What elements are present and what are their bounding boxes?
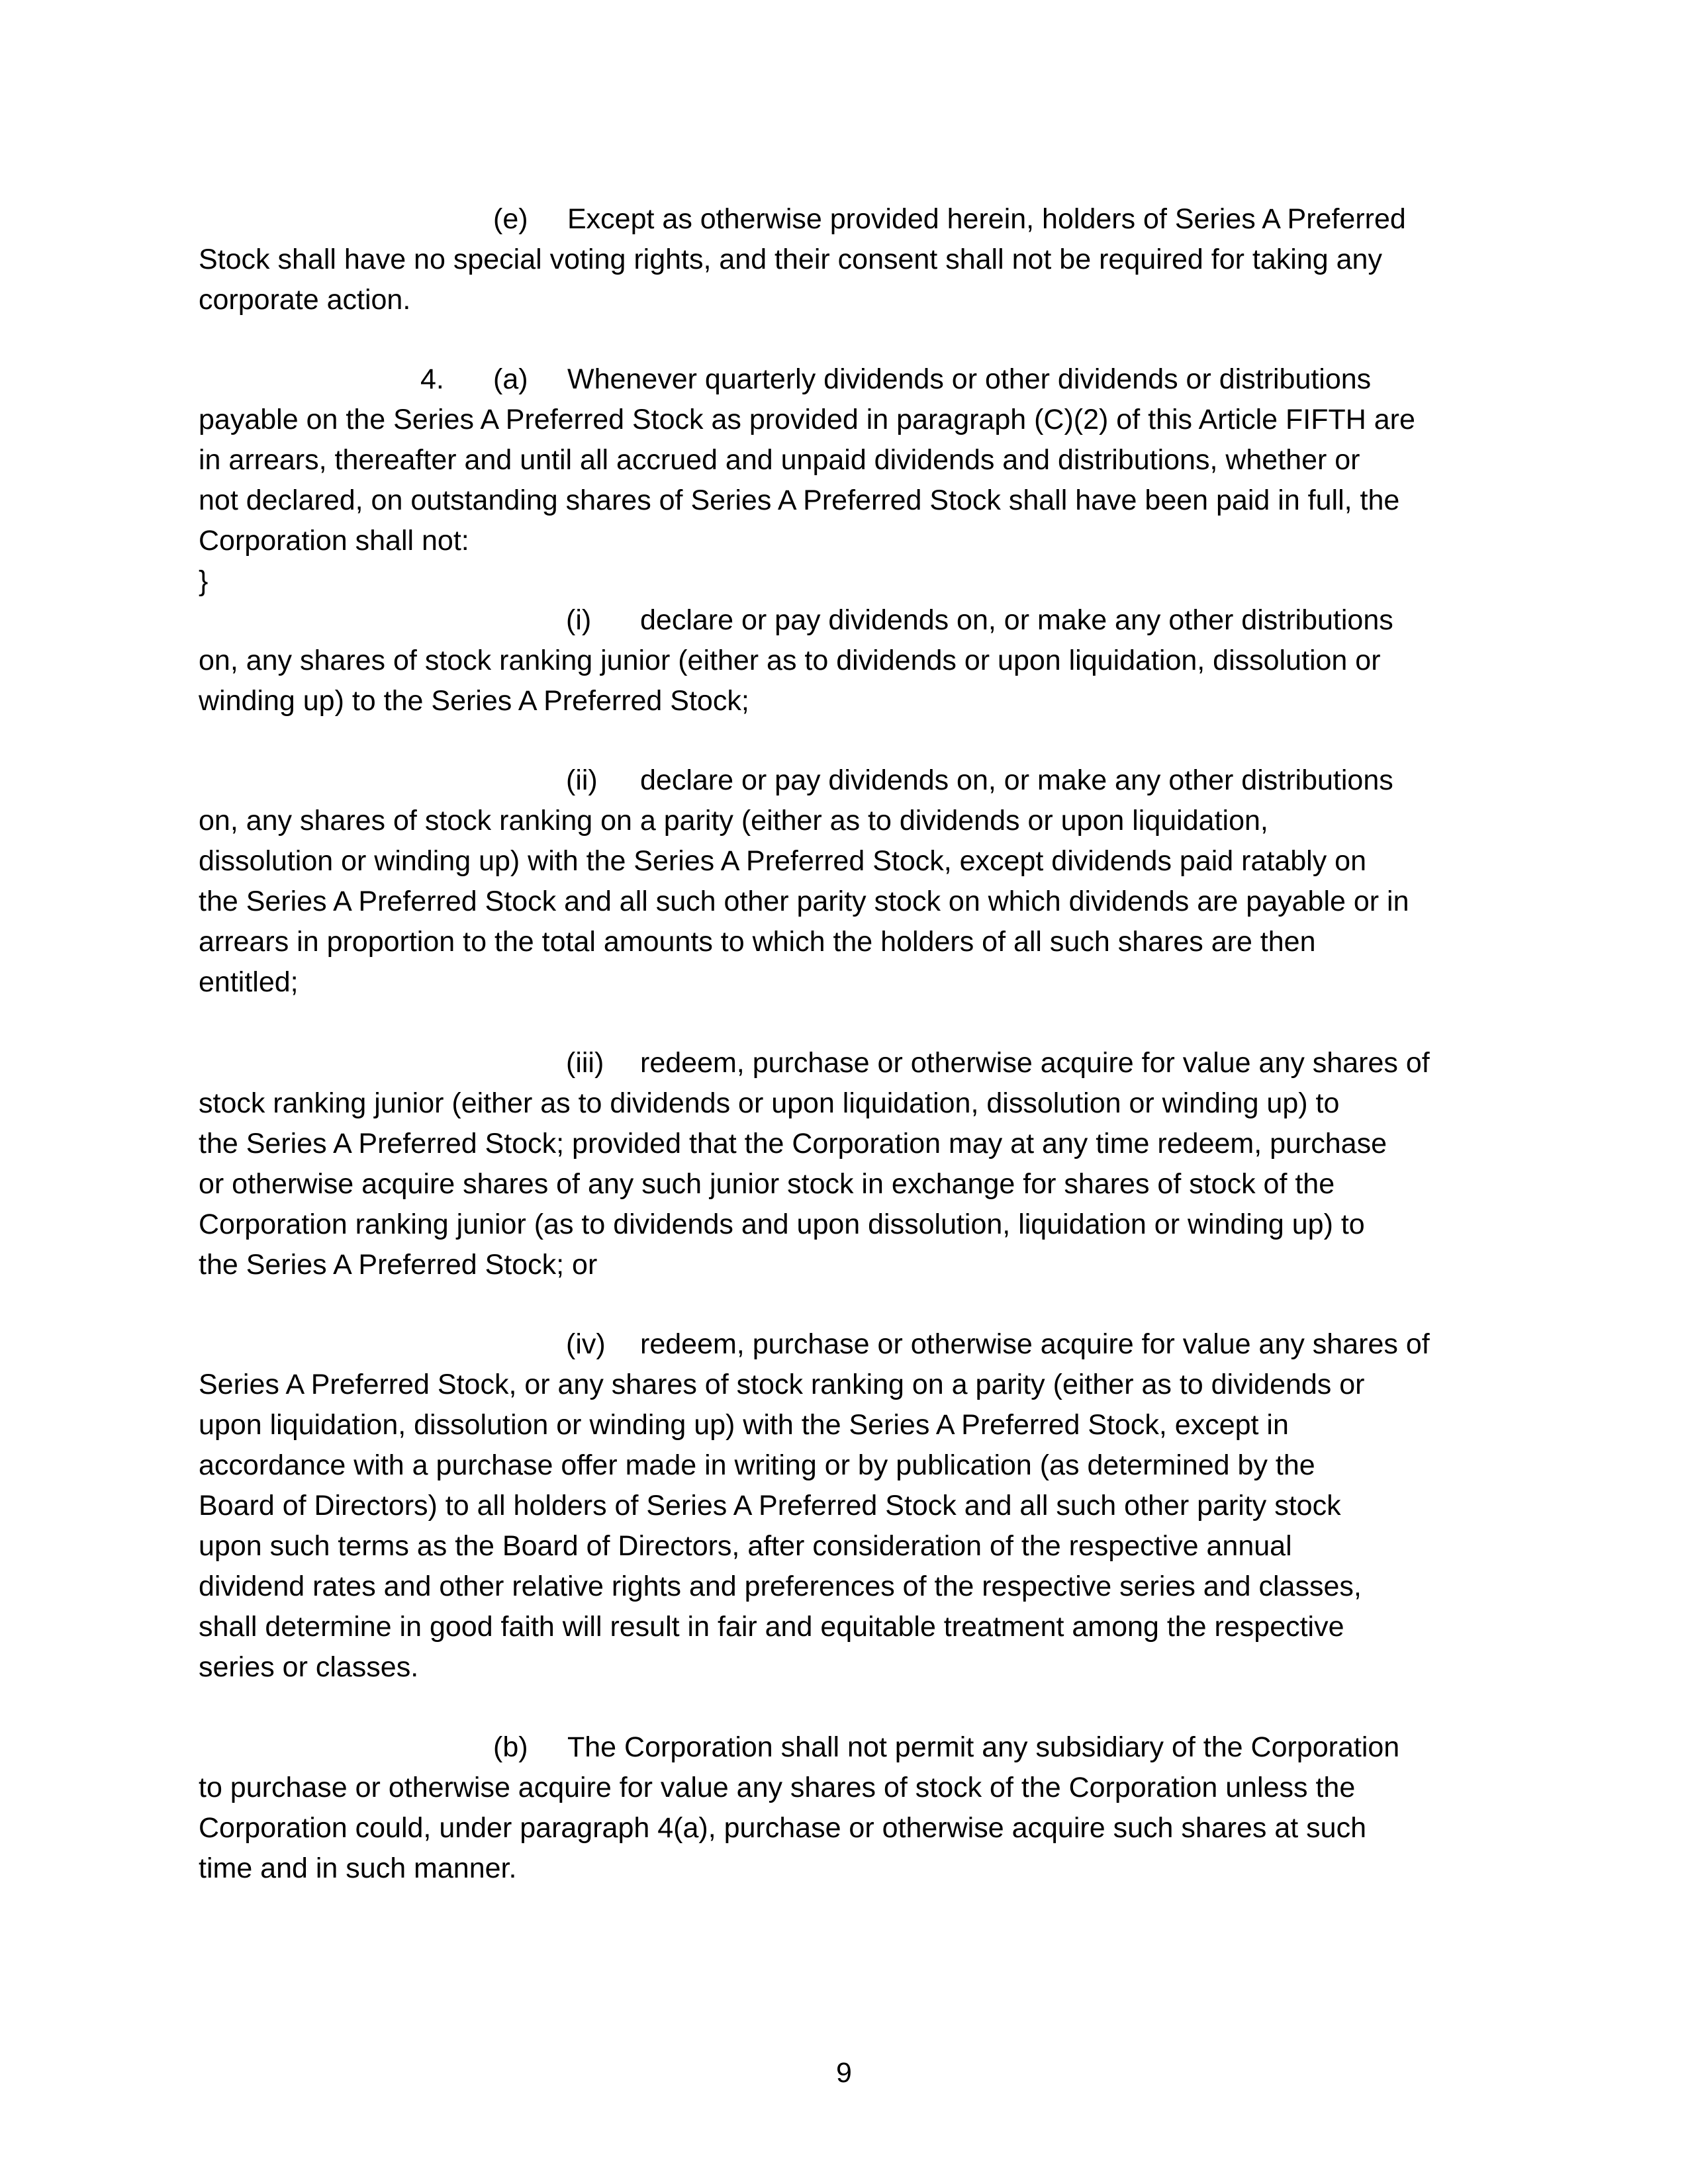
paragraph-4a-iii xyxy=(199,1043,1489,1285)
paragraph-text: redeem, purchase or otherwise acquire for value any shares of xyxy=(640,1328,1430,1360)
paragraph-line: Board of Directors) to all holders of Series A Preferred Stock and all such other parity stock xyxy=(199,1490,1341,1522)
paragraph-line: to purchase or otherwise acquire for value any shares of stock of the Corporation unless the xyxy=(199,1772,1356,1803)
paragraph-4a-ii xyxy=(199,760,1489,1003)
paragraph-line: not declared, on outstanding shares of Series A Preferred Stock shall have been paid in full, the xyxy=(199,484,1400,516)
paragraph-line: series or classes. xyxy=(199,1651,419,1683)
paragraph-line: dividend rates and other relative rights and preferences of the respective series and classes, xyxy=(199,1570,1362,1602)
paragraph-line: the Series A Preferred Stock; provided that the Corporation may at any time redeem, purchase xyxy=(199,1128,1387,1160)
paragraph-text: redeem, purchase or otherwise acquire for value any shares of xyxy=(640,1047,1430,1079)
paragraph-line: stock ranking junior (either as to dividends or upon liquidation, dissolution or winding up) to xyxy=(199,1087,1340,1119)
paragraph-4a-i xyxy=(199,600,1489,721)
paragraph-line: Corporation ranking junior (as to dividends and upon dissolution, liquidation or winding up) to xyxy=(199,1208,1365,1240)
paragraph-line: corporate action. xyxy=(199,284,411,316)
paragraph-line: Series A Preferred Stock, or any shares of stock ranking on a parity (either as to dividends or xyxy=(199,1369,1365,1400)
paragraph-line: payable on the Series A Preferred Stock as provided in paragraph (C)(2) of this Article FIFTH are xyxy=(199,404,1415,435)
paragraph-line: the Series A Preferred Stock; or xyxy=(199,1249,598,1281)
paragraph-first-line xyxy=(199,199,1489,240)
paragraph-text: Whenever quarterly dividends or other dividends or distributions xyxy=(567,363,1372,395)
paragraph-text: declare or pay dividends on, or make any other distributions xyxy=(640,604,1393,636)
paragraph-line: winding up) to the Series A Preferred Stock; xyxy=(199,685,749,717)
paragraph-label: (a) xyxy=(493,363,528,395)
paragraph-line: upon such terms as the Board of Directors, after consideration of the respective annual xyxy=(199,1530,1292,1562)
paragraph-label: (iv) xyxy=(566,1328,606,1360)
paragraph-first-line xyxy=(199,760,1489,801)
paragraph-line: time and in such manner. xyxy=(199,1852,517,1884)
paragraph-4a-iv xyxy=(199,1324,1489,1688)
paragraph-4a: 4. (a) Whenever quarterly dividends or other dividends or distributions payable on the Series A Preferred Stock as provided in paragraph (C)(2) of this Article FIFTH are in arrears, thereafter and until all accrued and unpaid dividends and distributions, whether or not declared, on outstanding shares of Series A Preferred Stock shall have been paid in full, the Corporation shall not: } xyxy=(199,359,1489,602)
paragraph-line: upon liquidation, dissolution or winding up) with the Series A Preferred Stock, except in xyxy=(199,1409,1289,1441)
paragraph-line: Corporation shall not: xyxy=(199,525,469,557)
page-number: 9 xyxy=(836,2057,852,2089)
paragraph-first-line xyxy=(199,600,1489,641)
paragraph-line: accordance with a purchase offer made in writing or by publication (as determined by the xyxy=(199,1449,1315,1481)
paragraph-line: on, any shares of stock ranking on a parity (either as to dividends or upon liquidation, xyxy=(199,805,1268,837)
paragraph-line: Corporation could, under paragraph 4(a), purchase or otherwise acquire such shares at such xyxy=(199,1812,1366,1844)
paragraph-line: on, any shares of stock ranking junior (either as to dividends or upon liquidation, dissolution or xyxy=(199,645,1381,676)
paragraph-line: in arrears, thereafter and until all accrued and unpaid dividends and distributions, whether or xyxy=(199,444,1360,476)
paragraph-line: dissolution or winding up) with the Series A Preferred Stock, except dividends paid ratably on xyxy=(199,845,1366,877)
paragraph-line: shall determine in good faith will result in fair and equitable treatment among the respective xyxy=(199,1611,1344,1643)
paragraph-line: arrears in proportion to the total amounts to which the holders of all such shares are then xyxy=(199,926,1316,958)
paragraph-label: (ii) xyxy=(566,764,598,796)
paragraph-4b xyxy=(199,1727,1489,1889)
paragraph-label: (i) xyxy=(566,604,592,636)
paragraph-line: or otherwise acquire shares of any such junior stock in exchange for shares of stock of the xyxy=(199,1168,1335,1200)
paragraph-text: declare or pay dividends on, or make any other distributions xyxy=(640,764,1393,796)
paragraph-label: (e) xyxy=(493,203,528,235)
paragraph-line: Stock shall have no special voting rights, and their consent shall not be required for taking any xyxy=(199,244,1382,275)
paragraph-line: entitled; xyxy=(199,966,299,998)
section-number: 4. xyxy=(420,363,444,395)
paragraph-text: The Corporation shall not permit any subsidiary of the Corporation xyxy=(567,1731,1400,1763)
paragraph-first-line xyxy=(199,1043,1489,1083)
paragraph-first-line xyxy=(199,1727,1489,1768)
paragraph-line: the Series A Preferred Stock and all such other parity stock on which dividends are payable or in xyxy=(199,886,1409,917)
paragraph-label: (iii) xyxy=(566,1047,604,1079)
paragraph-label: (b) xyxy=(493,1731,528,1763)
paragraph-first-line xyxy=(199,1324,1489,1365)
paragraph-3e xyxy=(199,199,1489,320)
paragraph-text: Except as otherwise provided herein, holders of Series A Preferred xyxy=(567,203,1406,235)
paragraph-first-line xyxy=(199,359,1489,400)
